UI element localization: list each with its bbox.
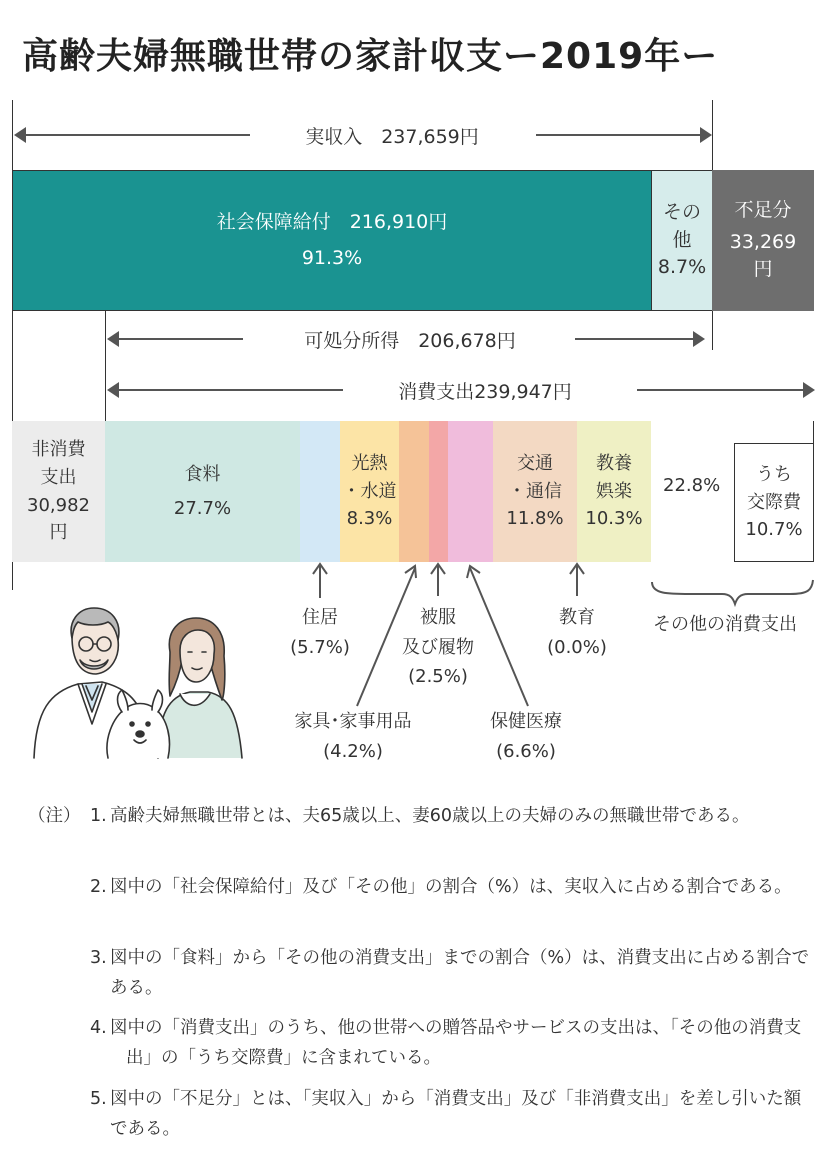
education-callout: 教育 (0.0%) xyxy=(547,607,607,658)
entertainment-segment: 教養 娯楽 10.3% xyxy=(577,421,652,562)
disposable-income-label: 可処分所得 206,678円 xyxy=(304,330,516,352)
consumption-label: 消費支出239,947円 xyxy=(398,381,572,403)
note-2-text: 図中の「社会保障給付」及び「その他」の割合（%）は、実収入に占める割合である。 xyxy=(110,877,792,897)
clothing-segment xyxy=(429,421,449,562)
note-5-number: 5. xyxy=(90,1089,107,1109)
consumption-arrow xyxy=(105,375,817,405)
couple-with-dog-illustration xyxy=(30,600,250,760)
note-3-text: 図中の「食料」から「その他の消費支出」までの割合（%）は、消費支出に占める割合である。 xyxy=(110,948,810,998)
furniture-segment xyxy=(399,421,430,562)
non-consumption-segment: 非消費 支出 30,982 円 xyxy=(12,421,106,562)
health-callout: 保健医療 (6.6%) xyxy=(490,711,562,762)
transport-segment: 交通 ・通信 11.8% xyxy=(493,421,578,562)
housing-callout: 住居 (5.7%) xyxy=(290,607,350,658)
other-income-bar: その 他 8.7% xyxy=(651,170,713,311)
clothing-callout: 被服 及び履物 (2.5%) xyxy=(402,607,474,688)
other-spending-callout: その他の消費支出 xyxy=(653,614,797,635)
note-1-text: 高齢夫婦無職世帯とは、夫65歳以上、妻60歳以上の夫婦のみの無職世帯である。 xyxy=(110,806,750,826)
page-title: 高齢夫婦無職世帯の家計収支ー2019年ー xyxy=(22,36,719,77)
deficit-bar: 不足分 33,269 円 xyxy=(712,170,814,311)
note-1-number: 1. xyxy=(90,806,107,826)
note-4-text: 図中の「消費支出」のうち、他の世帯への贈答品やサービスの支出は、「その他の消費支出」の「うち交際費」に含まれている。 xyxy=(110,1018,802,1068)
utilities-segment: 光熱 ・水道 8.3% xyxy=(340,421,400,562)
housing-segment xyxy=(300,421,341,562)
notes-heading: （注） xyxy=(28,806,81,826)
arrow-right-head xyxy=(700,127,712,143)
health-segment xyxy=(448,421,494,562)
note-4-number: 4. xyxy=(90,1018,107,1038)
income-label: 実収入 237,659円 xyxy=(305,126,479,148)
social-security-bar: 社会保障給付 216,910円 91.3% xyxy=(12,170,652,311)
furniture-callout: 家具･家事用品 (4.2%) xyxy=(294,711,412,762)
social-expenses-box: うち 交際費 10.7% xyxy=(734,443,814,562)
note-5-text: 図中の「不足分」とは、「実収入」から「消費支出」及び「非消費支出」を差し引いた額である。 xyxy=(110,1089,802,1139)
income-arrow xyxy=(12,120,712,150)
note-3-number: 3. xyxy=(90,948,107,968)
food-segment: 食料 27.7% xyxy=(105,421,301,562)
other-spending-segment: 22.8% xyxy=(651,421,814,562)
disposable-income-arrow xyxy=(105,324,715,354)
note-2-number: 2. xyxy=(90,877,107,897)
